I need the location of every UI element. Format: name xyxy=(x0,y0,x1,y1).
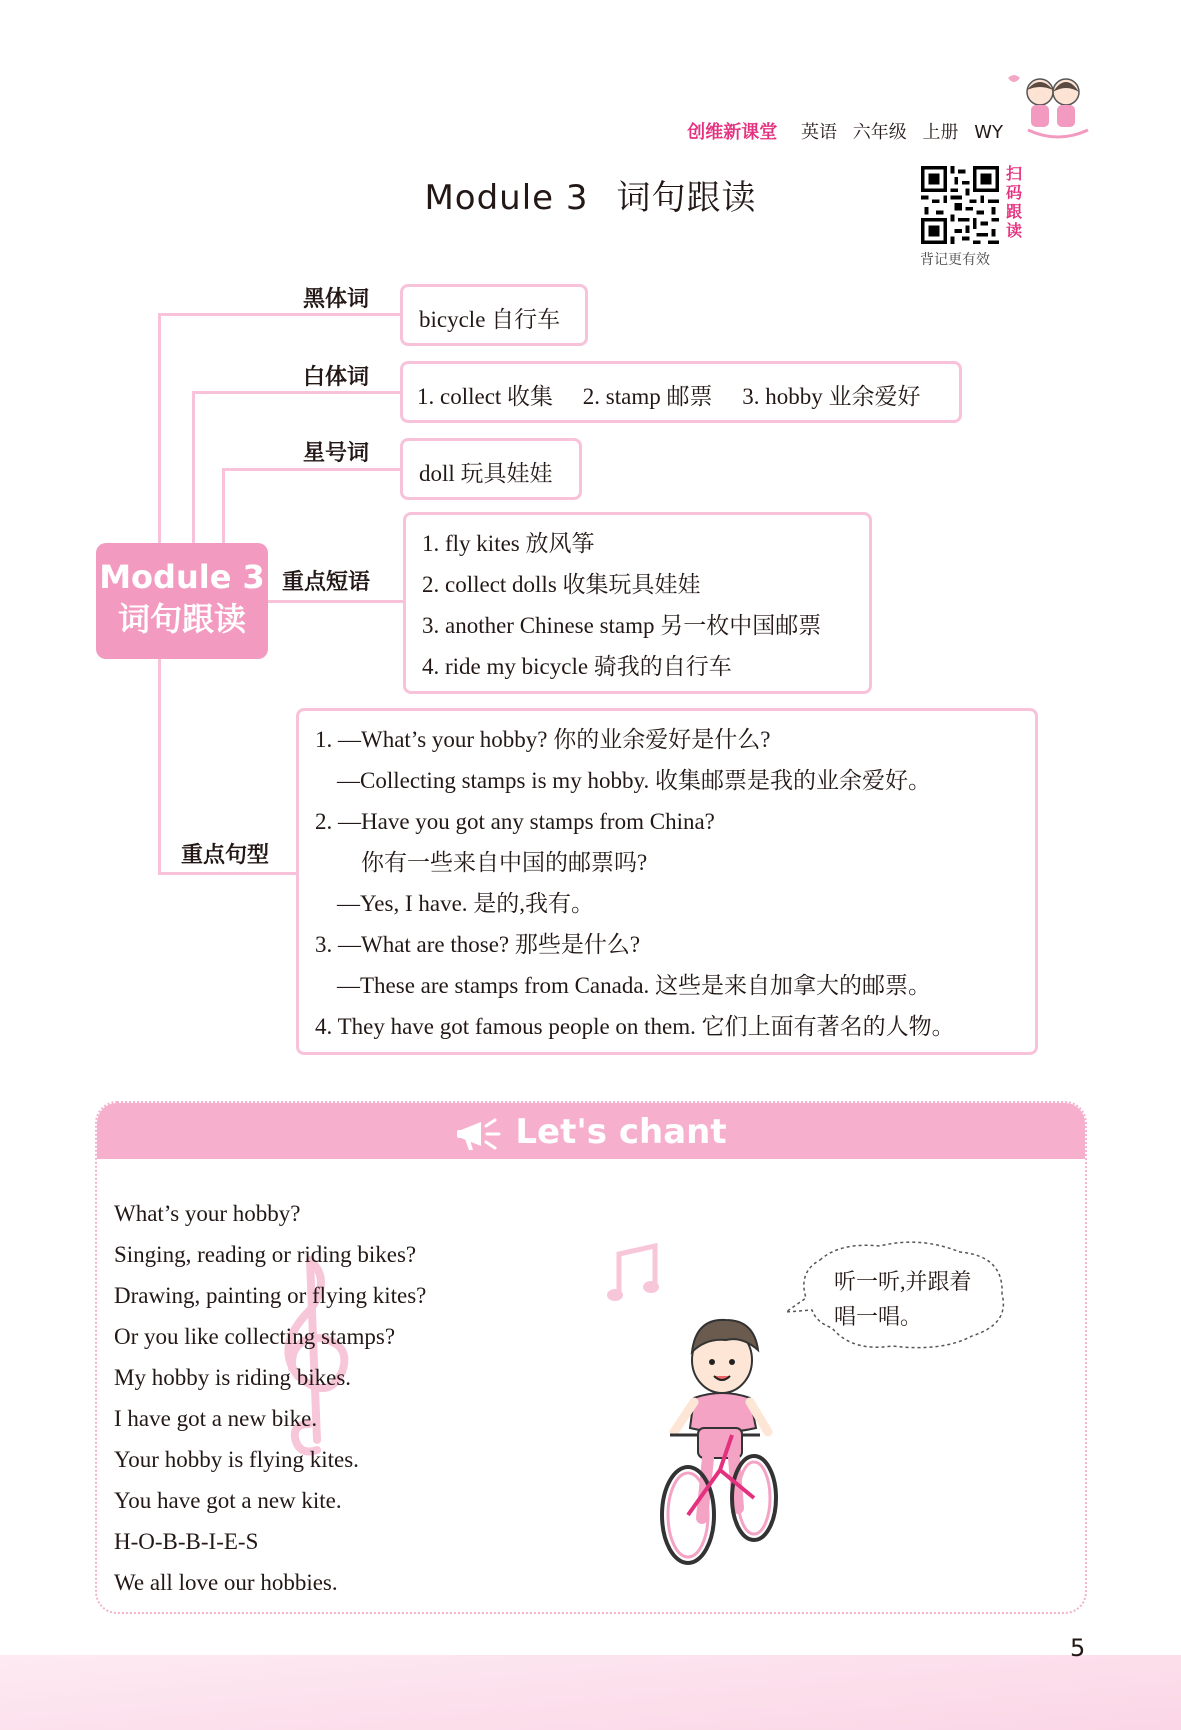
chant-line: My hobby is riding bikes. xyxy=(114,1365,352,1390)
chant-line: H-O-B-B-I-E-S xyxy=(114,1529,259,1554)
chant-header xyxy=(97,1103,1085,1159)
phrase-item: 4. ride my bicycle 骑我的自行车 xyxy=(422,654,732,679)
phrase-item: 2. collect dolls 收集玩具娃娃 xyxy=(422,572,701,597)
bold-words-box xyxy=(400,284,588,346)
title-section: 词句跟读 xyxy=(616,178,757,218)
label-key-phrases: 重点短语 xyxy=(282,570,371,595)
connector-key-phrases xyxy=(268,600,403,603)
chant-lyrics xyxy=(114,1193,426,1603)
sentence-line: 你有一些来自中国的邮票吗? xyxy=(361,850,648,875)
kids-illustration xyxy=(1000,70,1090,150)
sentence-line: 2. —Have you got any stamps from China? xyxy=(315,809,715,834)
volume-label: 上册 xyxy=(922,122,959,143)
qr-side-text: 扫 码 跟 读 xyxy=(1005,164,1022,240)
white-word-item: 3. hobby 业余爱好 xyxy=(742,384,921,409)
white-word-item: 1. collect 收集 xyxy=(417,384,554,409)
sentence-line: —Yes, I have. 是的,我有。 xyxy=(337,891,595,916)
connector-trunk-3 xyxy=(222,468,225,543)
label-key-sentences: 重点句型 xyxy=(181,843,270,868)
edition-label: WY xyxy=(974,122,1003,143)
white-words-box xyxy=(400,361,962,423)
sentence-line: 3. —What are those? 那些是什么? xyxy=(315,932,641,957)
bubble-text: 听一听,并跟着 唱一唱。 xyxy=(834,1269,972,1329)
sentence-line: —Collecting stamps is my hobby. 收集邮票是我的业余爱好。 xyxy=(337,768,931,793)
subject-label: 英语 xyxy=(801,122,837,143)
phrase-item: 3. another Chinese stamp 另一枚中国邮票 xyxy=(422,613,822,638)
bold-word-item: bicycle 自行车 xyxy=(419,307,561,332)
title-module: Module 3 xyxy=(424,178,589,218)
megaphone-icon xyxy=(455,1114,509,1154)
connector-trunk-2 xyxy=(192,391,195,543)
key-sentences-box xyxy=(296,708,1038,1055)
connector-bold-words xyxy=(158,313,400,316)
page-header xyxy=(687,118,1003,144)
star-word-item: doll 玩具娃娃 xyxy=(419,461,553,486)
label-bold-words: 黑体词 xyxy=(303,287,370,312)
qr-code-icon[interactable] xyxy=(921,166,999,244)
connector-key-sentences xyxy=(158,872,298,875)
sentence-line: —These are stamps from Canada. 这些是来自加拿大的邮票。 xyxy=(337,973,932,998)
key-phrases-box xyxy=(403,512,872,694)
connector-white-words xyxy=(192,391,400,394)
page-number: 5 xyxy=(1070,1634,1086,1662)
sentence-line: 4. They have got famous people on them. 它们上面有著名的人物。 xyxy=(315,1014,955,1039)
sentence-line: 1. —What’s your hobby? 你的业余爱好是什么? xyxy=(315,727,771,752)
phrase-item: 1. fly kites 放风筝 xyxy=(422,531,595,556)
qr-note: 背记更有效 xyxy=(920,253,990,268)
label-star-words: 星号词 xyxy=(303,441,370,466)
chant-line: You have got a new kite. xyxy=(114,1488,342,1513)
bottom-decoration xyxy=(0,1655,1181,1730)
boy-on-bicycle-illustration xyxy=(650,1300,800,1570)
chant-line: Your hobby is flying kites. xyxy=(114,1447,359,1472)
label-white-words: 白体词 xyxy=(303,365,370,390)
chant-title: Let's chant xyxy=(97,1112,1085,1154)
chant-line: Or you like collecting stamps? xyxy=(114,1324,396,1349)
chant-line: I have got a new bike. xyxy=(114,1406,318,1431)
brand-name: 创维新课堂 xyxy=(687,122,778,143)
mindmap-hub: Module 3 词句跟读 xyxy=(96,543,268,659)
grade-label: 六年级 xyxy=(852,122,907,143)
chant-line: We all love our hobbies. xyxy=(114,1570,338,1595)
chant-line: What’s your hobby? xyxy=(114,1201,301,1226)
chant-line: Drawing, painting or flying kites? xyxy=(114,1283,427,1308)
chant-line: Singing, reading or riding bikes? xyxy=(114,1242,417,1267)
star-words-box xyxy=(400,438,582,500)
white-word-item: 2. stamp 邮票 xyxy=(582,384,713,409)
connector-star-words xyxy=(222,468,400,471)
